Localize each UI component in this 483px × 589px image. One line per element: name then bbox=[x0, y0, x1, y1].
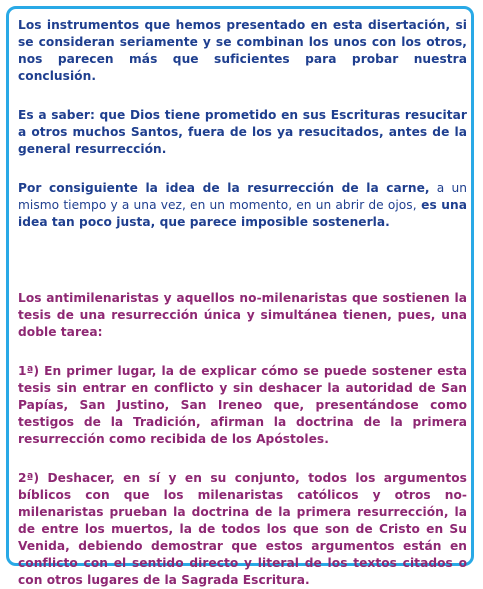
paragraph-resurrection-idea-part-1: Por consiguiente la idea de la resurrección de la carne, bbox=[18, 181, 430, 195]
paragraph-resurrection-promise: Es a saber: que Dios tiene prometido en sus Escrituras resucitar a otros muchos Santos, fuera de los ya resucitados, antes de la general resurrección. bbox=[18, 108, 467, 156]
paragraph-second-task: 2ª) Deshacer, en sí y en su conjunto, todos los argumentos bíblicos con que los milenaristas católicos y otros no-milenaristas prueban la doctrina de la primera resurrección, la de entre los muertos, la de todos los que son de Cristo en Su Venida, debiendo demostrar que estos argumentos están en conflicto con el sentido directo y literal de los textos citados o con otros lugares de la Sagrada Escritura. bbox=[18, 471, 467, 587]
paragraph-resurrection-idea-part-2: a un mismo tiempo y a una vez, en un momento, en un abrir de ojos, bbox=[18, 181, 467, 212]
paragraph-first-task: 1ª) En primer lugar, la de explicar cómo se puede sostener esta tesis sin entrar en conflicto y sin deshacer la autoridad de San Papías, San Justino, San Ireneo que, presentándose como testigos de la Tradición, afirman la doctrina de la primera resurrección como recibida de los Apóstoles. bbox=[18, 364, 467, 446]
paragraph-resurrection-idea-part-3: es una idea tan poco justa, que parece imposible sostenerla. bbox=[18, 198, 467, 229]
paragraph-resurrection-idea bbox=[18, 180, 467, 231]
paragraph-conclusion: Los instrumentos que hemos presentado en esta disertación, si se consideran seriamente y se combinan los unos con los otros, nos parecen más que suficientes para probar nuestra conclusión. bbox=[18, 18, 467, 83]
text-content bbox=[18, 17, 467, 589]
paragraph-double-task: Los antimilenaristas y aquellos no-milenaristas que sostienen la tesis de una resurrección única y simultánea tienen, pues, una doble tarea: bbox=[18, 291, 467, 339]
